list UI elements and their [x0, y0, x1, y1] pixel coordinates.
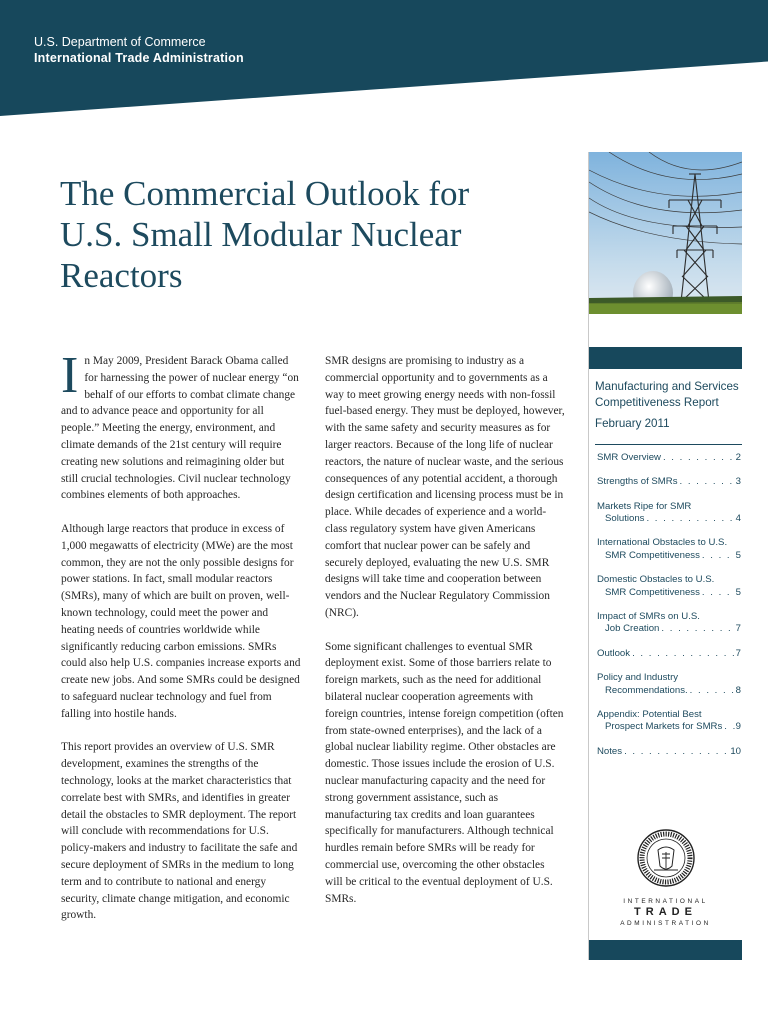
sidebar-accent-band	[589, 347, 742, 369]
org-name-line1: U.S. Department of Commerce	[34, 35, 206, 49]
toc-item[interactable]	[597, 611, 741, 636]
report-series-title: Manufacturing and Services Competitiveness Report	[595, 380, 739, 409]
toc-leader-dots	[661, 452, 736, 465]
toc-page-number: 9	[735, 721, 741, 733]
toc-item-label: Job Creation	[605, 623, 660, 635]
toc-line	[597, 721, 741, 734]
body-column-1	[61, 347, 301, 941]
toc-item[interactable]	[597, 648, 741, 661]
intro-paragraph	[61, 347, 301, 504]
toc-item-label: Strengths of SMRs	[597, 476, 678, 488]
toc-page-number: 5	[735, 586, 741, 598]
drop-cap: I	[61, 347, 79, 404]
toc-leader-dots	[688, 685, 736, 698]
toc-item-label: Notes	[597, 745, 623, 757]
paragraph: This report provides an overview of U.S. SMR development, examines the strengths of the technology, looks at the market characteristics that correlate best with SMRs, and identifies in greater detail the obstacles to SMR deployment. The report will conclude with recommendations for U.S. policy-makers and industry to facilitate the safe and secure deployment of SMRs in the medium to long term and to contribute to national and energy security, climate change mitigation, and economic growth.	[61, 741, 298, 922]
cover-photo-power-pylon	[589, 152, 742, 314]
toc-item[interactable]	[597, 709, 741, 734]
paragraph: Some significant challenges to eventual SMR deployment exist. Some of those barriers relate to foreign markets, such as the need for additional bilateral nuclear cooperation agreements with foreign countries, intense foreign competition (often from state-owned enterprises), and the lack of a global nuclear liability regime. Other obstacles are domestic. Those issues include the erosion of U.S. nuclear manufacturing capacity and the need for strong government assistance, such as manufacturing tax credits and loan guarantees specifically for manufacturers. Although technical hurdles remain before SMRs will be ready for commercial use, overcoming the other obstacles will be critical to the eventual deployment of U.S. SMRs.	[325, 640, 564, 905]
toc-line	[597, 746, 741, 759]
toc-page-number: 10	[730, 745, 741, 757]
toc-line	[597, 550, 741, 563]
toc-leader-dots	[630, 648, 736, 661]
toc-page-number: 8	[735, 684, 741, 696]
toc-page-number: 4	[735, 513, 741, 525]
toc-leader-dots	[644, 513, 735, 526]
paragraph: SMR designs are promising to industry as a commercial opportunity and to governments as a way to meet growing energy needs with non-fossil fuel-based energy. They must be deployed, however, with the same safety and security measures as for larger reactors. Because of the long life of nuclear reactors, the nature of nuclear waste, and the serious consequences of any potential accident, a thorough design certification and licensing process must be in place. While decades of experience and a world-class regulatory system have given Americans comfort that nuclear power can be safely and securely deployed, evaluating the new U.S. SMR designs will take time and cooperation between vendors and the Nuclear Regulatory Commission (NRC).	[325, 355, 565, 619]
toc-divider	[595, 444, 742, 445]
logo-line-international: INTERNATIONAL	[623, 898, 708, 905]
toc-line	[597, 476, 741, 489]
toc-item-label: Domestic Obstacles to U.S.	[597, 574, 715, 586]
toc-line	[597, 623, 741, 636]
toc-item-label: Policy and Industry	[597, 672, 679, 684]
body-column-2	[325, 353, 565, 924]
logo-line-trade: TRADE	[634, 906, 697, 918]
toc-item-label: Solutions	[605, 513, 645, 525]
toc-line	[597, 709, 741, 722]
report-date: February 2011	[595, 417, 670, 430]
toc-item[interactable]	[597, 574, 741, 599]
toc-item[interactable]	[597, 476, 741, 489]
toc-item-label: Appendix: Potential Best	[597, 708, 702, 720]
toc-line	[597, 452, 741, 465]
paragraph: Although large reactors that produce in excess of 1,000 megawatts of electricity (MWe) are the most common, they are not the only possible designs for power stations. In fact, small modular reactors (SMRs), many of which are built on proven, well-known technology, could meet the power and heating needs of countries worldwide while significantly reducing carbon emissions. SMRs could also help U.S. companies increase exports and create new jobs. And some SMRs could be designed to safeguard nuclear technology and fuel from falling into hostile hands.	[61, 522, 301, 720]
department-of-commerce-seal	[636, 828, 696, 888]
toc-leader-dots	[678, 476, 736, 489]
power-pylon-image	[589, 152, 742, 314]
intro-text: n May 2009, President Barack Obama called for harnessing the power of nuclear energy “on behalf of our efforts to combat climate change and to advance peace and opportunity for all people.” Meeting the energy, environment, and climate demands of the 21st century will require creating new solutions and reimagining older but still crucial technologies. Civil nuclear technology combines elements of both approaches.	[61, 355, 299, 502]
sidebar-bottom-band	[589, 940, 742, 960]
toc-leader-dots	[700, 587, 736, 600]
toc-item-label: Markets Ripe for SMR	[597, 500, 692, 512]
toc-page-number: 2	[735, 452, 741, 463]
toc-leader-dots	[700, 550, 736, 563]
toc-item[interactable]	[597, 746, 741, 759]
toc-line	[597, 574, 741, 587]
org-name-line2: International Trade Administration	[34, 51, 244, 65]
toc-item-label: SMR Competitiveness	[605, 549, 700, 561]
toc-item-label: Impact of SMRs on U.S.	[597, 610, 700, 622]
toc-line	[597, 685, 741, 698]
toc-line	[597, 648, 741, 661]
page-title: The Commercial Outlook for U.S. Small Modular Nuclear Reactors	[60, 174, 470, 296]
toc-line	[597, 611, 741, 624]
toc-line	[597, 587, 741, 600]
toc-item-label: SMR Overview	[597, 452, 661, 463]
toc-item-label: Recommendations.	[605, 684, 688, 696]
table-of-contents	[597, 452, 741, 770]
toc-item[interactable]	[597, 537, 741, 562]
toc-item-label: SMR Competitiveness	[605, 586, 700, 598]
toc-leader-dots	[722, 721, 735, 734]
toc-leader-dots	[659, 623, 735, 636]
toc-line	[597, 501, 741, 514]
ita-logo	[589, 897, 742, 928]
toc-item[interactable]	[597, 501, 741, 526]
toc-item-label: Prospect Markets for SMRs	[605, 721, 723, 733]
toc-page-number: 3	[735, 476, 741, 488]
toc-page-number: 7	[735, 647, 741, 659]
logo-line-administration: ADMINISTRATION	[620, 920, 711, 927]
toc-item[interactable]	[597, 672, 741, 697]
toc-item-label: International Obstacles to U.S.	[597, 537, 728, 549]
toc-line	[597, 672, 741, 685]
toc-page-number: 5	[735, 549, 741, 561]
toc-line	[597, 513, 741, 526]
toc-leader-dots	[622, 746, 730, 759]
toc-item-label: Outlook	[597, 647, 631, 659]
sidebar	[588, 152, 742, 960]
toc-line	[597, 537, 741, 550]
toc-page-number: 7	[735, 623, 741, 635]
toc-item[interactable]	[597, 452, 741, 465]
